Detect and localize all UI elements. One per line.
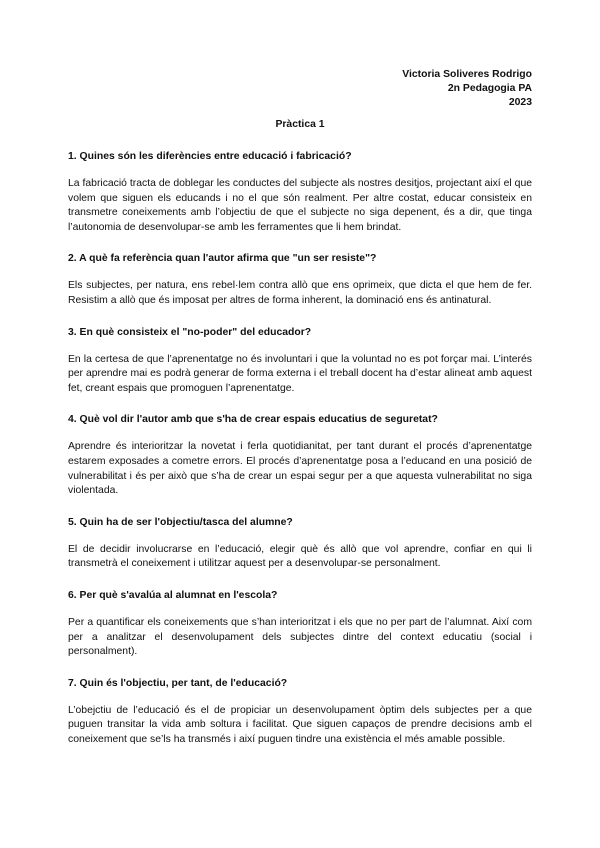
question-7: 7. Quin és l'objectiu, per tant, de l'educació? bbox=[68, 677, 288, 689]
section-2 bbox=[68, 252, 532, 308]
answer-7: L’obejctiu de l’educació és el de propiciar un desenvolupament òptim dels subjectes per a que puguen transitar la vida amb soltura i facilitat. Que siguen capaços de prendre decisions amb el coneixement que se’ls ha transmés i així puguen tindre una existència el més amable possible. bbox=[68, 704, 532, 745]
question-6: 6. Per què s'avalúa al alumnat en l'escola? bbox=[68, 589, 278, 601]
answer-4: Aprendre és interioritzar la novetat i ferla quotidianitat, per tant durant el procés d’aprenentatge estarem exposades a cometre errors. El procés d’aprenentatge posa a l’educand en una posició de vulnerabilitat i és per això que s’ha de crear un espai segur per a que aquesta vulnerabilitat no siga violentada. bbox=[68, 441, 532, 497]
answer-3: En la certesa de que l’aprenentatge no és involuntari i que la voluntad no es pot forçar mai. L’interés per aprendre mai es podrà generar de forma externa i el treball docent ha d’estar alineat amb aquest fet, creant espais que promoguen l’aprenentatge. bbox=[68, 353, 532, 394]
answer-5: El de decidir involucrarse en l’educació, elegir què és allò que vol aprendre, confiar en qui li transmetrà el coneixement i utilitzar aquest per a desenvolupar-se personalment. bbox=[68, 543, 532, 570]
section-3 bbox=[68, 326, 532, 397]
question-2: 2. A què fa referència quan l'autor afirma que "un ser resiste"? bbox=[68, 253, 377, 265]
section-7 bbox=[68, 677, 532, 748]
author-block bbox=[68, 68, 532, 110]
course-name: 2n Pedagogia PA bbox=[447, 83, 532, 94]
year: 2023 bbox=[508, 97, 532, 108]
section-4 bbox=[68, 413, 532, 498]
answer-1: La fabricació tracta de doblegar les conductes del subjecte als nostres desitjos, projectant així el que volem que siguen els educands i no el que són realment. Per altre costat, educar consisteix en transmetre coneixements amb l’objectiu de que el subjecte no siga depenent, és a dir, que tinga l’autonomia de desenvolupar-se amb les ferramentes que li hem brindat. bbox=[68, 178, 532, 233]
question-5: 5. Quin ha de ser l'objectiu/tasca del alumne? bbox=[68, 516, 293, 528]
question-1: 1. Quines són les diferències entre educació i fabricació? bbox=[68, 151, 352, 162]
section-6 bbox=[68, 589, 532, 660]
answer-6: Per a quantificar els coneixements que s’han interioritzat i els que no per part de l’alumnat. Així com per a analitzar el desenvolupament dels subjectes dintre del context educatiu (social i personalment). bbox=[68, 616, 532, 658]
question-4: 4. Què vol dir l'autor amb que s'ha de crear espais educatius de seguretat? bbox=[68, 414, 438, 426]
page-title: Pràctica 1 bbox=[275, 119, 325, 130]
question-3: 3. En què consisteix el "no-poder" del educador? bbox=[68, 326, 312, 338]
section-5 bbox=[68, 516, 532, 572]
section-1 bbox=[68, 150, 532, 235]
answer-2: Els subjectes, per natura, ens rebel·lem contra allò que ens oprimeix, que dicta el que hem de fer. Resistim a allò que és imposat per altres de forma inherent, la dominació ens és antinatural. bbox=[68, 280, 532, 306]
author-name: Victoria Soliveres Rodrigo bbox=[402, 69, 532, 80]
